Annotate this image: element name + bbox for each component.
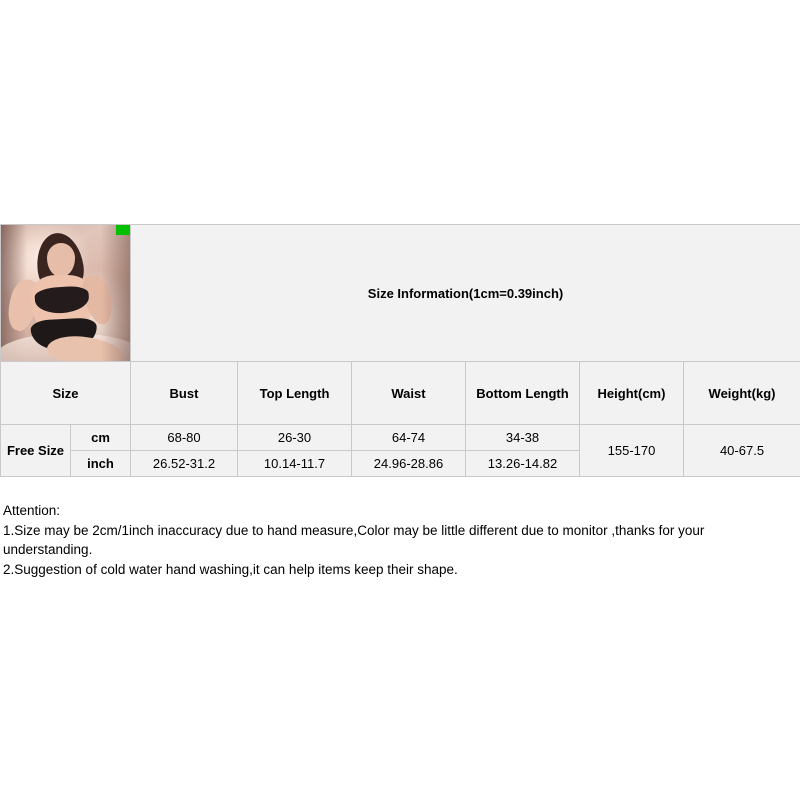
attention-heading: Attention: bbox=[3, 503, 61, 518]
size-information-title: Size Information(1cm=0.39inch) bbox=[131, 225, 800, 362]
header-waist: Waist bbox=[352, 362, 466, 425]
model-photo bbox=[1, 225, 131, 361]
cell-waist-inch: 24.96-28.86 bbox=[352, 451, 466, 477]
cell-bust-inch: 26.52-31.2 bbox=[131, 451, 238, 477]
cell-bust-cm: 68-80 bbox=[131, 425, 238, 451]
table-row-cm bbox=[1, 425, 800, 451]
size-information-table bbox=[0, 224, 800, 477]
cell-waist-cm: 64-74 bbox=[352, 425, 466, 451]
cell-height: 155-170 bbox=[580, 425, 684, 477]
header-height: Height(cm) bbox=[580, 362, 684, 425]
unit-cm: cm bbox=[71, 425, 131, 451]
cell-bottom-length-cm: 34-38 bbox=[466, 425, 580, 451]
attention-line-2: 2.Suggestion of cold water hand washing,it can help items keep their shape. bbox=[3, 561, 458, 577]
unit-inch: inch bbox=[71, 451, 131, 477]
green-corner-tag bbox=[116, 225, 130, 235]
header-weight: Weight(kg) bbox=[684, 362, 800, 425]
header-bottom-length: Bottom Length bbox=[466, 362, 580, 425]
header-bust: Bust bbox=[131, 362, 238, 425]
table-header-row bbox=[1, 362, 800, 425]
cell-bottom-length-inch: 13.26-14.82 bbox=[466, 451, 580, 477]
header-size: Size bbox=[1, 362, 131, 425]
table-row-banner bbox=[1, 225, 800, 362]
cell-top-length-inch: 10.14-11.7 bbox=[238, 451, 352, 477]
cell-top-length-cm: 26-30 bbox=[238, 425, 352, 451]
size-value-free-size: Free Size bbox=[1, 425, 71, 477]
attention-notes bbox=[0, 497, 800, 579]
product-photo-cell bbox=[1, 225, 131, 362]
attention-line-1: 1.Size may be 2cm/1inch inaccuracy due to hand measure,Color may be little different due to monitor ,thanks for your understanding. bbox=[3, 522, 709, 558]
photo-shade-right bbox=[101, 225, 131, 361]
header-top-length: Top Length bbox=[238, 362, 352, 425]
cell-weight: 40-67.5 bbox=[684, 425, 800, 477]
